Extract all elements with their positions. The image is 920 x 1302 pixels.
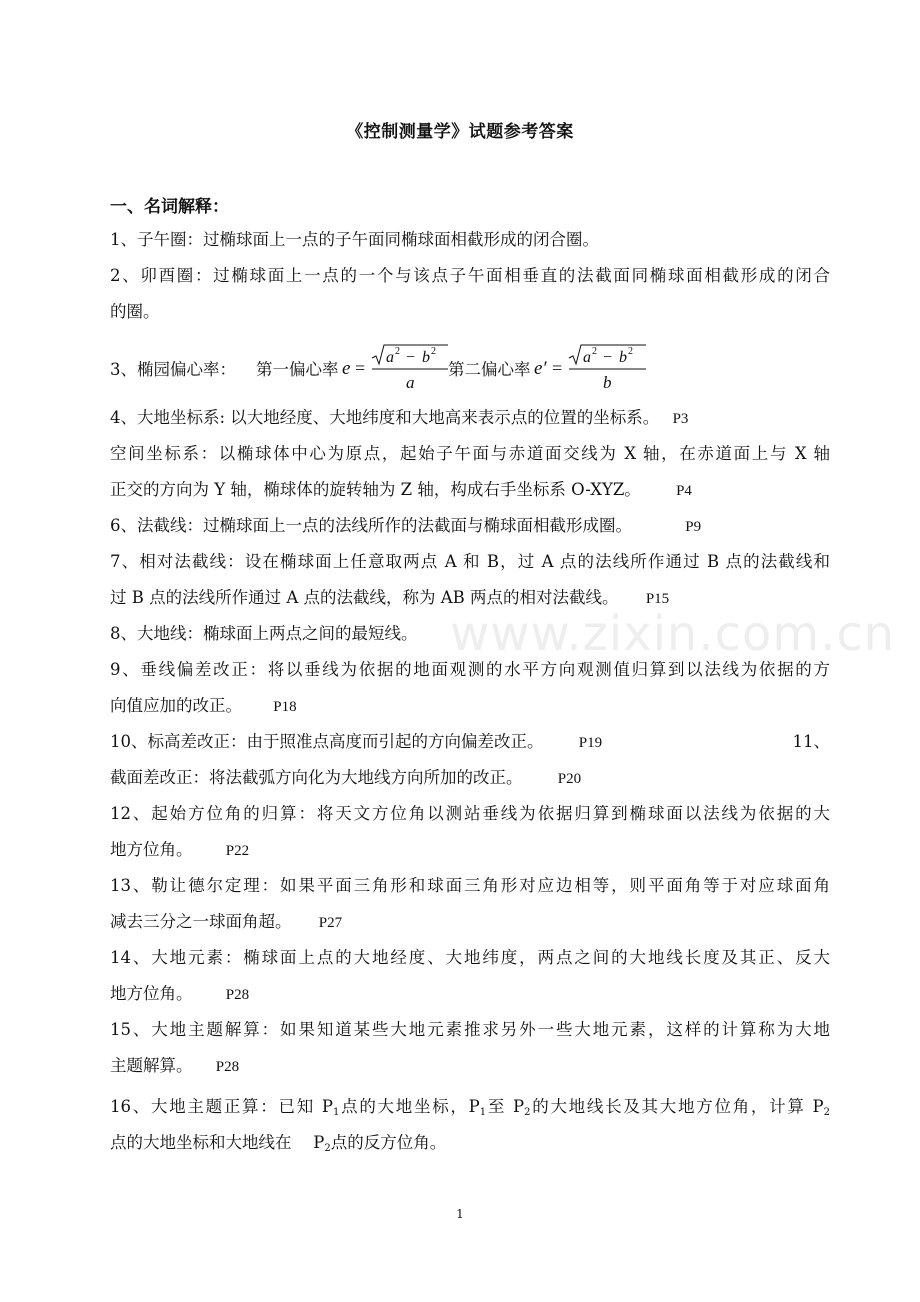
e2-num-b: b <box>619 349 627 366</box>
definition-prime-vertical-line2: 的圈。 <box>110 302 160 321</box>
subscript: 1 <box>333 1107 340 1118</box>
e1-num-b: b <box>422 349 430 366</box>
definition-deflection-correction-line1: 9、垂线偏差改正：将以垂线为依据的地面观测的水平方向观测值归算到以法线为依据的方 <box>110 660 830 679</box>
first-eccentricity-label: 第一偏心率 <box>256 360 339 379</box>
definition-geodesic: 8、大地线：椭球面上两点之间的最短线。 <box>110 624 418 643</box>
definition-geodetic-elements-line2: 地方位角。 P28 <box>110 984 250 1003</box>
page-ref: P18 <box>273 699 297 715</box>
definition-section-difference-correction: 截面差改正：将法截弧方向化为大地线方向所加的改正。 P20 <box>110 768 582 787</box>
second-eccentricity-label: 第二偏心率 <box>448 360 531 379</box>
e1-num-b-exp: 2 <box>431 346 436 357</box>
definition-space-coordinate-system-line2: 正交的方向为 Y 轴，椭球体的旋转轴为 Z 轴，构成右手坐标系 O-XYZ。 P4 <box>110 480 692 499</box>
page-ref: P3 <box>672 411 689 427</box>
second-eccentricity-formula <box>534 342 654 396</box>
section-heading: 一、名词解释： <box>110 197 229 217</box>
page-ref: P20 <box>557 771 582 787</box>
definition-azimuth-reduction-line2: 地方位角。 P22 <box>110 840 250 859</box>
definition-azimuth-reduction-line1: 12、起始方位角的归算：将天文方位角以测站垂线为依据归算到椭球面以法线为依据的大 <box>110 804 830 823</box>
definition-geodetic-problem-line2: 主题解算。 P28 <box>110 1056 240 1075</box>
definition-eccentricity <box>110 342 830 396</box>
e2-denominator: b <box>603 373 612 392</box>
e1-minus: − <box>406 349 416 366</box>
definition-height-difference-correction: 10、标高差改正：由于照准点高度而引起的方向偏差改正。 P19 11、 <box>110 730 830 755</box>
definition-legendre-theorem-line1: 13、勒让德尔定理：如果平面三角形和球面三角形对应边相等，则平面角等于对应球面角 <box>110 876 830 895</box>
e1-num-a-exp: 2 <box>395 346 400 357</box>
e2-minus: − <box>603 349 613 366</box>
page-ref: P28 <box>215 1059 240 1075</box>
first-eccentricity-formula <box>342 342 452 396</box>
subscript: 2 <box>324 1143 331 1154</box>
e2-num-a: a <box>583 349 591 366</box>
subscript: 1 <box>479 1107 487 1118</box>
definition-direct-problem-line1: 16、大地主题正算：已知 $P_1$点的大地坐标，$P_1$至 $P_2$的大地线长及其大地方位角，计算 $P_2$ <box>110 1097 830 1118</box>
e1-num-a: a <box>386 349 394 366</box>
e2-num-b-exp: 2 <box>628 346 633 357</box>
e2-variable: e′ <box>534 358 547 379</box>
definition-space-coordinate-system-line1: 空间坐标系：以椭球体中心为原点，起始子午面与赤道面交线为 X 轴，在赤道面上与 X 轴 <box>110 444 830 463</box>
watermark: www.zixin.com.cn <box>450 606 896 662</box>
definition-reciprocal-normal-section-line2: 过 B 点的法线所作通过 A 点的法截线，称为 AB 两点的相对法截线。 P15 <box>110 588 670 607</box>
e2-num-a-exp: 2 <box>592 346 597 357</box>
item-number-11: 11、 <box>792 732 830 751</box>
page-ref: P22 <box>225 843 250 859</box>
page-ref: P27 <box>318 915 343 931</box>
definition-geodetic-problem-line1: 15、大地主题解算：如果知道某些大地元素推求另外一些大地元素，这样的计算称为大地 <box>110 1020 830 1039</box>
eccentricity-label: 3、椭园偏心率： <box>110 360 236 379</box>
definition-deflection-correction-line2: 向值应加的改正。 P18 <box>110 696 297 715</box>
definition-geodetic-elements-line1: 14、大地元素：椭球面上点的大地经度、大地纬度，两点之间的大地线长度及其正、反大 <box>110 948 830 967</box>
definition-geodetic-coordinate-system: 4、大地坐标系: 以大地经度、大地纬度和大地高来表示点的位置的坐标系。 P3 <box>110 408 689 427</box>
definition-meridian-circle: 1、子午圈：过椭球面上一点的子午面同椭球面相截形成的闭合圈。 <box>110 230 599 249</box>
definition-legendre-theorem-line2: 减去三分之一球面角超。 P27 <box>110 912 343 931</box>
definition-normal-section: 6、法截线：过椭球面上一点的法线所作的法截面与椭球面相截形成圈。 P9 <box>110 516 702 535</box>
subscript: 2 <box>823 1107 830 1118</box>
page-ref: P28 <box>225 987 250 1003</box>
definition-reciprocal-normal-section-line1: 7、相对法截线：设在椭球面上任意取两点 A 和 B，过 A 点的法线所作通过 B 点的法截线和 <box>110 552 830 571</box>
subscript: 2 <box>524 1107 531 1118</box>
e1-equals: = <box>355 358 366 378</box>
definition-prime-vertical-line1: 2、卯酉圈：过椭球面上一点的一个与该点子午面相垂直的法截面同椭球面相截形成的闭合 <box>110 266 830 285</box>
page-ref: P19 <box>578 735 603 751</box>
page-number: 1 <box>456 1207 464 1221</box>
document-title: 《控制测量学》试题参考答案 <box>346 122 574 142</box>
page-ref: P9 <box>685 519 702 535</box>
e1-variable: e <box>342 358 351 379</box>
page-ref: P4 <box>676 483 692 499</box>
e2-equals: = <box>552 358 563 378</box>
definition-direct-problem-line2: 点的大地坐标和大地线在 $P_2$点的反方位角。 <box>110 1133 447 1154</box>
e1-denominator: a <box>406 373 415 392</box>
page-ref: P15 <box>645 591 670 607</box>
